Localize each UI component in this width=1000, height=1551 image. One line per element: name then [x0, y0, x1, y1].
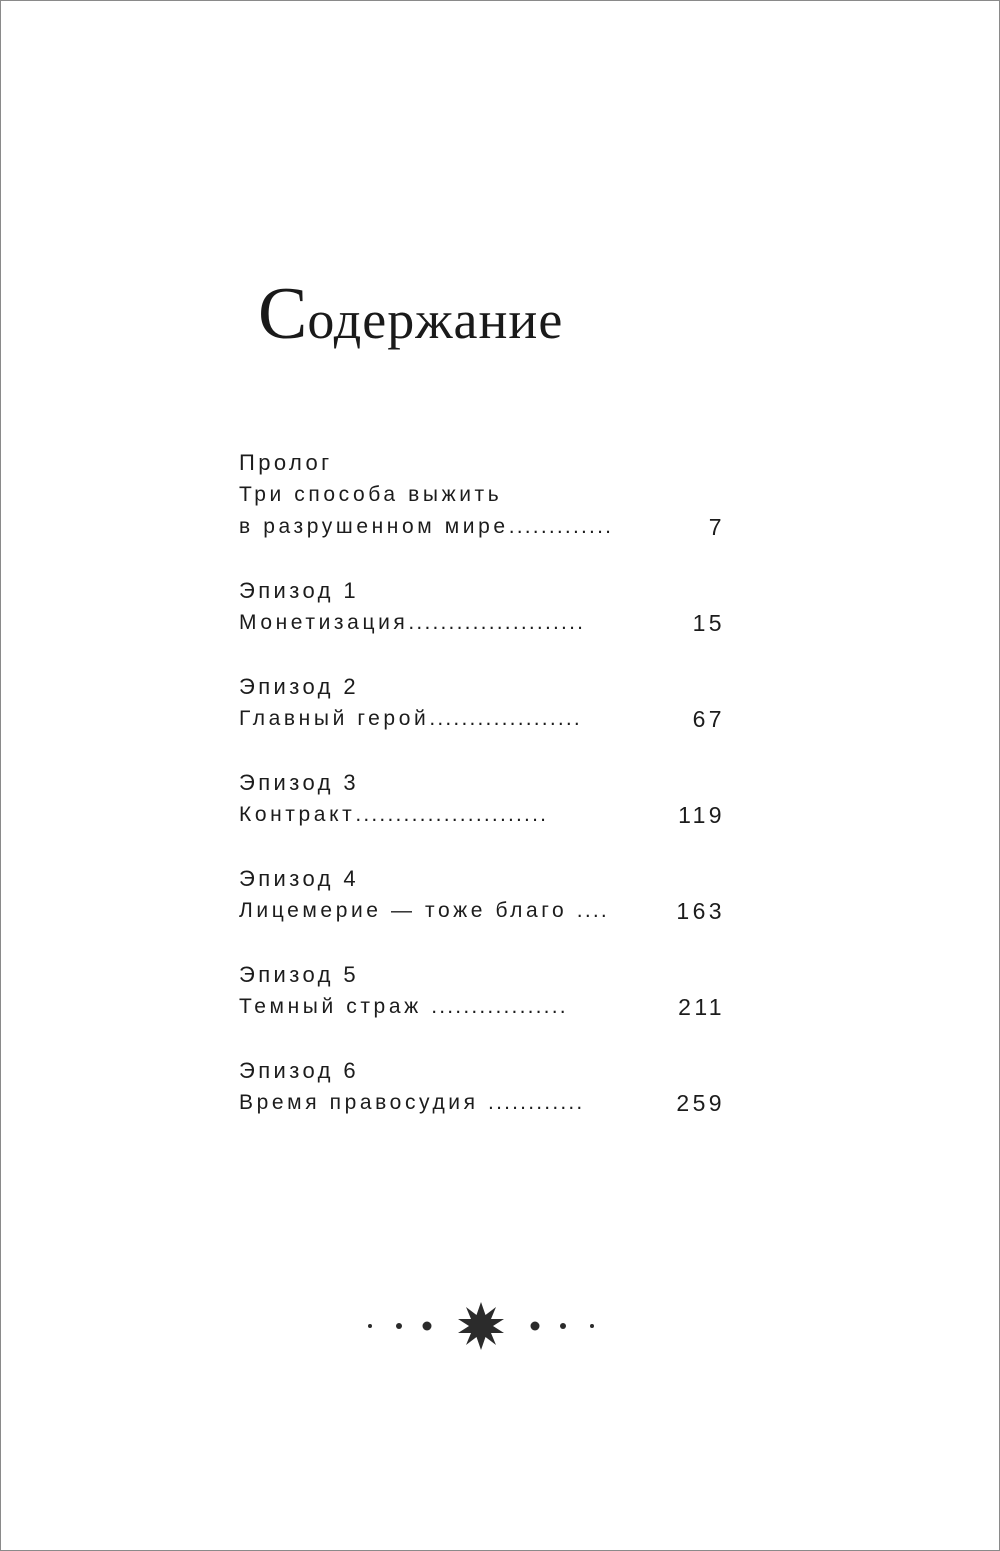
toc-entry-title-line: [239, 1087, 725, 1119]
toc-entry-title-text: Темный страж: [239, 995, 422, 1018]
ornament-star: [458, 1302, 504, 1350]
ornament-dot: [531, 1322, 540, 1331]
toc-entry-page-number: 119: [678, 802, 725, 828]
toc-entry-label: [239, 767, 725, 799]
toc-entry-title-text: Лицемерие — тоже благо: [239, 899, 568, 922]
toc-entry-label-text: Эпизод 6: [239, 1058, 359, 1083]
ornament-dot: [396, 1323, 402, 1329]
ornament-dot: [423, 1322, 432, 1331]
toc-entry-label: [239, 575, 725, 607]
toc-entry-title-text: в разрушенном мире: [239, 515, 509, 538]
toc-entry-prologue[interactable]: [239, 447, 725, 543]
toc-entry-label: [239, 1055, 725, 1087]
toc-entry-page-number: 163: [676, 898, 725, 924]
toc-entry-title-text: Главный герой: [239, 707, 430, 730]
toc-entry-episode-3[interactable]: [239, 767, 725, 831]
ornament-dot: [368, 1324, 372, 1328]
toc-entry-title-line: [239, 703, 725, 735]
toc-entry-title-line: [239, 895, 725, 927]
toc-entry-label-text: Эпизод 5: [239, 962, 359, 987]
toc-entry-episode-2[interactable]: [239, 671, 725, 735]
toc-entry-episode-5[interactable]: [239, 959, 725, 1023]
toc-entry-page-number: 15: [692, 610, 725, 636]
toc-entry-page-number: 7: [708, 514, 725, 540]
toc-entry-title-line: [239, 991, 725, 1023]
toc-entry-leader-dots: ......................: [408, 611, 586, 634]
toc-entry-title-text: Три способа выжить: [239, 483, 503, 506]
toc-entry-title-text: Монетизация: [239, 611, 409, 634]
toc-entry-leader-dots: .................: [431, 995, 568, 1018]
toc-entry-label-text: Эпизод 4: [239, 866, 359, 891]
toc-entry-page-number: 211: [678, 994, 725, 1020]
toc-entry-title-text: Контракт: [239, 803, 356, 826]
page-title: [258, 269, 563, 365]
toc-entry-title-text: Время правосудия: [239, 1091, 479, 1114]
toc-entry-label: [239, 959, 725, 991]
toc-entry-label: [239, 671, 725, 703]
page-title-rest: одержание: [307, 290, 564, 350]
page-title-initial: С: [258, 273, 308, 355]
ornament-dot: [560, 1323, 566, 1329]
toc-entry-title-line: [239, 799, 725, 831]
toc-entry-label-text: Эпизод 1: [239, 578, 359, 603]
toc-entry-leader-dots: ............: [488, 1091, 585, 1114]
toc-entry-leader-dots: ....: [576, 899, 609, 922]
toc-entry-label: [239, 863, 725, 895]
toc-entry-label-text: Эпизод 2: [239, 674, 359, 699]
toc-entry-episode-1[interactable]: [239, 575, 725, 639]
toc-entry-leader-dots: ...................: [429, 707, 582, 730]
toc-entry-label-text: Эпизод 3: [239, 770, 359, 795]
star-ornament-icon: [361, 1299, 601, 1353]
ornament-dot: [590, 1324, 594, 1328]
toc-entry-page-number: 67: [692, 706, 725, 732]
toc-entry-title-line: [239, 607, 725, 639]
toc-entry-episode-6[interactable]: [239, 1055, 725, 1119]
toc-entry-title-line: [239, 479, 725, 511]
toc-entry-title-line: [239, 511, 725, 543]
toc-entry-label: [239, 447, 725, 479]
toc-entry-leader-dots: .............: [508, 515, 614, 538]
toc-entry-leader-dots: ........................: [355, 803, 549, 826]
toc-entry-page-number: 259: [676, 1090, 725, 1116]
toc-entry-episode-4[interactable]: [239, 863, 725, 927]
toc-entry-label-text: Пролог: [239, 450, 333, 475]
